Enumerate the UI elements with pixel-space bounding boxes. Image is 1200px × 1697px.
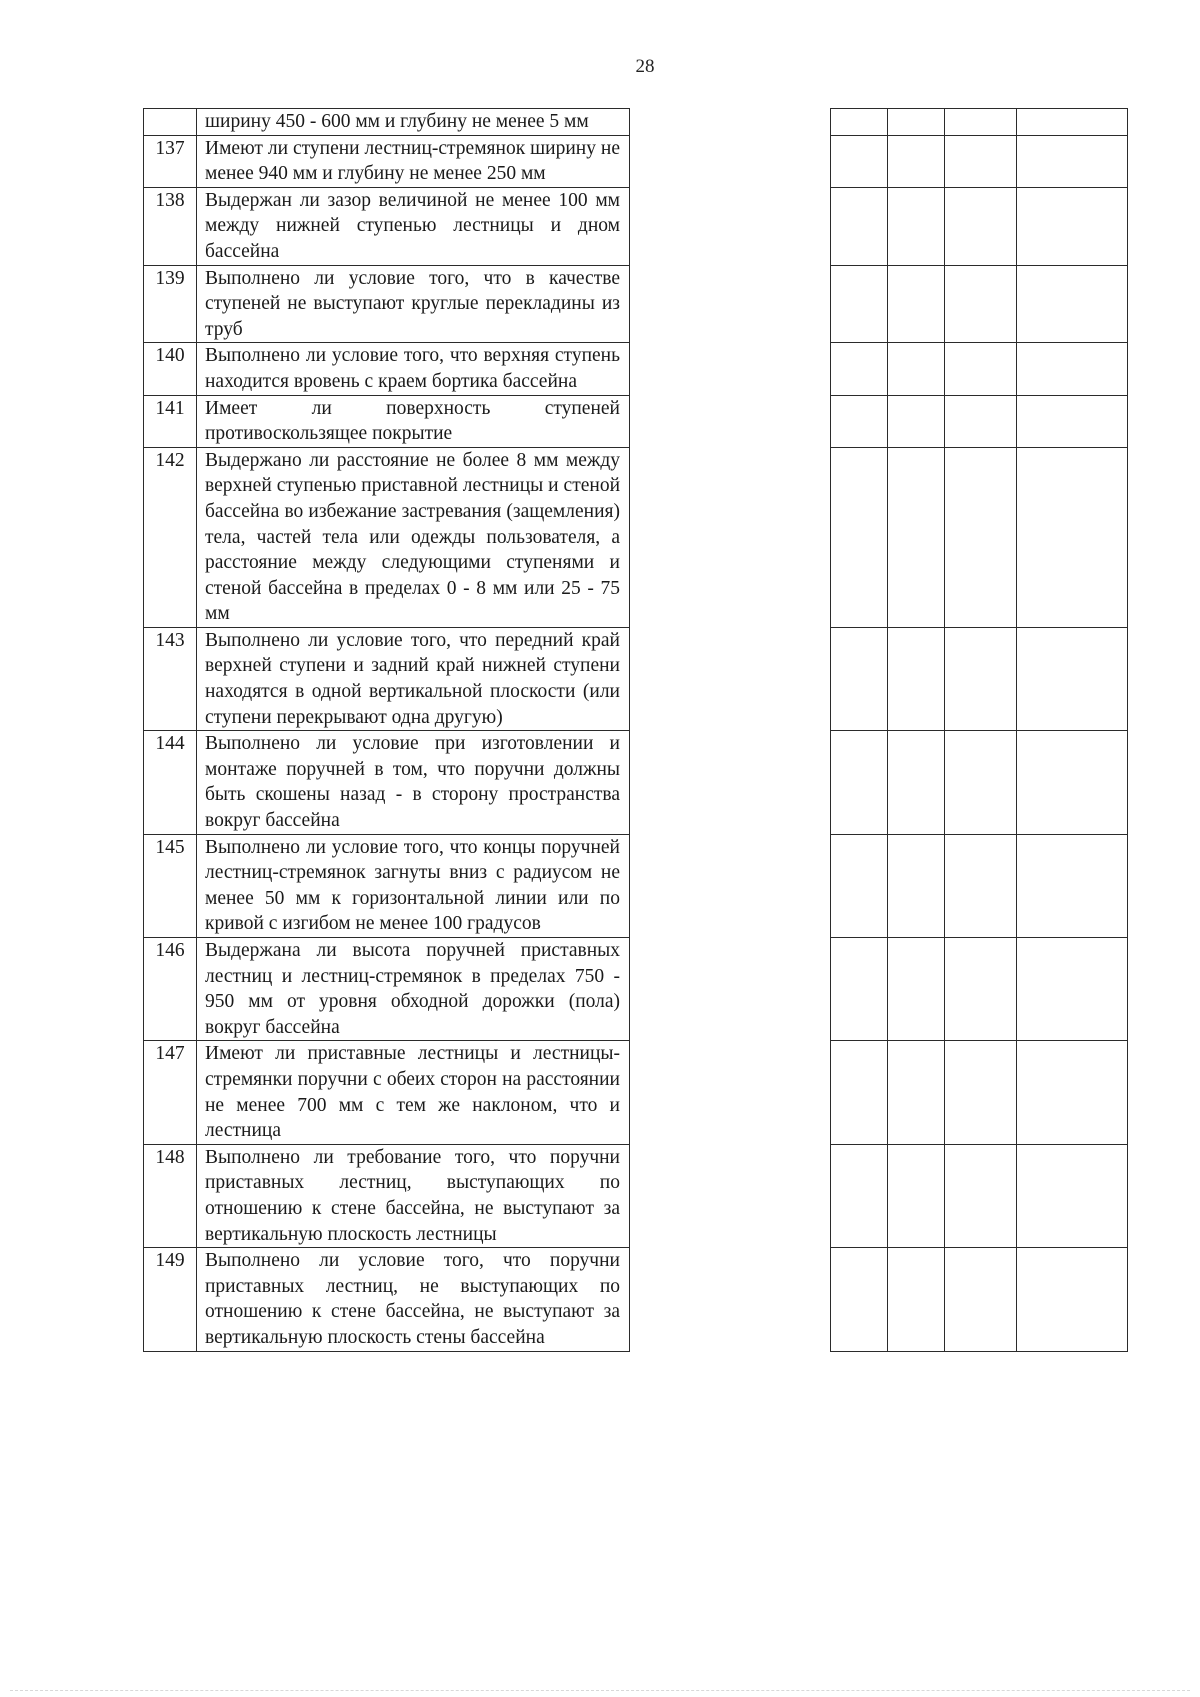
- item-number: 142: [144, 447, 197, 627]
- checklist-row: [144, 1144, 630, 1247]
- answer-cell[interactable]: [1017, 447, 1128, 627]
- item-question: Выдержано ли расстояние не более 8 мм между верхней ступенью приставной лестницы и стеной бассейна во избежание застревания (защемления) тела, частей тела или одежды пользователя, а расстояние между следующими ступенями и стеной бассейна в пределах 0 - 8 мм или 25 - 75 мм: [197, 447, 630, 627]
- answer-cell[interactable]: [888, 187, 945, 265]
- answer-cell[interactable]: [945, 447, 1017, 627]
- item-question: Выполнено ли условие того, что в качестве ступеней не выступают круглые перекладины из труб: [197, 265, 630, 343]
- checklist-row: [144, 109, 630, 136]
- checklist-row: [144, 447, 630, 627]
- answer-cell[interactable]: [831, 343, 888, 395]
- answer-cell[interactable]: [888, 447, 945, 627]
- checklist-row: [144, 938, 630, 1041]
- checklist-row: [144, 135, 630, 187]
- item-number: 141: [144, 395, 197, 447]
- answer-cell[interactable]: [831, 135, 888, 187]
- answer-cell[interactable]: [831, 395, 888, 447]
- answer-cell[interactable]: [1017, 938, 1128, 1041]
- answer-cell[interactable]: [888, 731, 945, 834]
- answer-cell[interactable]: [888, 1248, 945, 1351]
- answer-row: [831, 1041, 1128, 1144]
- answer-cell[interactable]: [888, 627, 945, 730]
- answer-cell[interactable]: [888, 343, 945, 395]
- item-number: 148: [144, 1144, 197, 1247]
- item-number: 138: [144, 187, 197, 265]
- checklist-table: [143, 108, 630, 1352]
- answer-cell[interactable]: [1017, 1144, 1128, 1247]
- item-number: 149: [144, 1248, 197, 1351]
- item-number: 144: [144, 731, 197, 834]
- item-number: 145: [144, 834, 197, 937]
- checklist-row: [144, 627, 630, 730]
- item-question: Выполнено ли условие того, что верхняя ступень находится вровень с краем бортика бассейна: [197, 343, 630, 395]
- answer-cell[interactable]: [1017, 343, 1128, 395]
- answer-cell[interactable]: [1017, 395, 1128, 447]
- answer-cell[interactable]: [831, 938, 888, 1041]
- answer-cell[interactable]: [888, 395, 945, 447]
- answer-row: [831, 265, 1128, 343]
- answer-cell[interactable]: [945, 343, 1017, 395]
- answer-cell[interactable]: [1017, 1041, 1128, 1144]
- answer-cell[interactable]: [945, 938, 1017, 1041]
- answer-cell[interactable]: [1017, 834, 1128, 937]
- answer-row: [831, 343, 1128, 395]
- page-number: 28: [635, 56, 655, 77]
- answer-cell[interactable]: [831, 1041, 888, 1144]
- answer-cell[interactable]: [945, 395, 1017, 447]
- checklist-row: [144, 187, 630, 265]
- item-number: 143: [144, 627, 197, 730]
- checklist-row: [144, 343, 630, 395]
- answer-cell[interactable]: [1017, 731, 1128, 834]
- checklist-row: [144, 1248, 630, 1351]
- answer-cell[interactable]: [831, 731, 888, 834]
- answer-cell[interactable]: [1017, 265, 1128, 343]
- item-question: Выполнено ли условие того, что поручни приставных лестниц, не выступающих по отношению к стене бассейна, не выступают за вертикальную плоскость стены бассейна: [197, 1248, 630, 1351]
- answer-cell[interactable]: [945, 135, 1017, 187]
- answer-cell[interactable]: [1017, 187, 1128, 265]
- item-question: Выполнено ли требование того, что поручни приставных лестниц, выступающих по отношению к стене бассейна, не выступают за вертикальную плоскость лестницы: [197, 1144, 630, 1247]
- answer-cell[interactable]: [945, 109, 1017, 136]
- item-question: Имеют ли приставные лестницы и лестницы-стремянки поручни с обеих сторон на расстоянии не менее 700 мм с тем же наклоном, что и лестница: [197, 1041, 630, 1144]
- item-question: Выполнено ли условие при изготовлении и монтаже поручней в том, что поручни должны быть скошены назад - в сторону пространства вокруг бассейна: [197, 731, 630, 834]
- answer-cell[interactable]: [831, 1248, 888, 1351]
- item-question: Выполнено ли условие того, что передний край верхней ступени и задний край нижней ступени находятся в одной вертикальной плоскости (или ступени перекрывают одна другую): [197, 627, 630, 730]
- answer-cell[interactable]: [831, 447, 888, 627]
- answer-cell[interactable]: [945, 1144, 1017, 1247]
- item-question: ширину 450 - 600 мм и глубину не менее 5 мм: [197, 109, 630, 136]
- answer-row: [831, 627, 1128, 730]
- answer-row: [831, 938, 1128, 1041]
- answer-row: [831, 1248, 1128, 1351]
- answer-cell[interactable]: [888, 265, 945, 343]
- item-number: 146: [144, 938, 197, 1041]
- answer-row: [831, 395, 1128, 447]
- answer-cell[interactable]: [831, 265, 888, 343]
- item-number: [144, 109, 197, 136]
- answer-cell[interactable]: [1017, 627, 1128, 730]
- answer-cell[interactable]: [1017, 109, 1128, 136]
- answer-cell[interactable]: [831, 109, 888, 136]
- checklist-row: [144, 265, 630, 343]
- answer-cell[interactable]: [831, 834, 888, 937]
- answer-cell[interactable]: [945, 731, 1017, 834]
- answer-cell[interactable]: [1017, 1248, 1128, 1351]
- answer-grid: [830, 108, 1128, 1352]
- item-question: Выдержана ли высота поручней приставных лестниц и лестниц-стремянок в пределах 750 - 950 мм от уровня обходной дорожки (пола) вокруг бассейна: [197, 938, 630, 1041]
- item-question: Выдержан ли зазор величиной не менее 100 мм между нижней ступенью лестницы и дном бассейна: [197, 187, 630, 265]
- checklist-row: [144, 834, 630, 937]
- answer-cell[interactable]: [888, 938, 945, 1041]
- answer-cell[interactable]: [888, 1144, 945, 1247]
- answer-cell[interactable]: [888, 1041, 945, 1144]
- answer-row: [831, 109, 1128, 136]
- answer-cell[interactable]: [945, 627, 1017, 730]
- answer-cell[interactable]: [831, 187, 888, 265]
- answer-cell[interactable]: [945, 1248, 1017, 1351]
- item-number: 147: [144, 1041, 197, 1144]
- answer-cell[interactable]: [945, 1041, 1017, 1144]
- item-question: Имеют ли ступени лестниц-стремянок ширину не менее 940 мм и глубину не менее 250 мм: [197, 135, 630, 187]
- answer-row: [831, 447, 1128, 627]
- checklist-row: [144, 731, 630, 834]
- answer-row: [831, 834, 1128, 937]
- item-question: Имеет ли поверхность ступеней противоскользящее покрытие: [197, 395, 630, 447]
- answer-cell[interactable]: [831, 1144, 888, 1247]
- checklist-row: [144, 395, 630, 447]
- item-question: Выполнено ли условие того, что концы поручней лестниц-стремянок загнуты вниз с радиусом не менее 50 мм к горизонтальной линии или по кривой с изгибом не менее 100 градусов: [197, 834, 630, 937]
- answer-cell[interactable]: [945, 834, 1017, 937]
- answer-row: [831, 731, 1128, 834]
- answer-cell[interactable]: [1017, 135, 1128, 187]
- answer-cell[interactable]: [831, 627, 888, 730]
- answer-row: [831, 187, 1128, 265]
- answer-cell[interactable]: [888, 135, 945, 187]
- answer-cell[interactable]: [888, 109, 945, 136]
- answer-row: [831, 135, 1128, 187]
- answer-cell[interactable]: [945, 265, 1017, 343]
- answer-cell[interactable]: [888, 834, 945, 937]
- item-number: 137: [144, 135, 197, 187]
- answer-row: [831, 1144, 1128, 1247]
- answer-cell[interactable]: [945, 187, 1017, 265]
- item-number: 140: [144, 343, 197, 395]
- footer-divider: [10, 1690, 1190, 1692]
- item-number: 139: [144, 265, 197, 343]
- checklist-row: [144, 1041, 630, 1144]
